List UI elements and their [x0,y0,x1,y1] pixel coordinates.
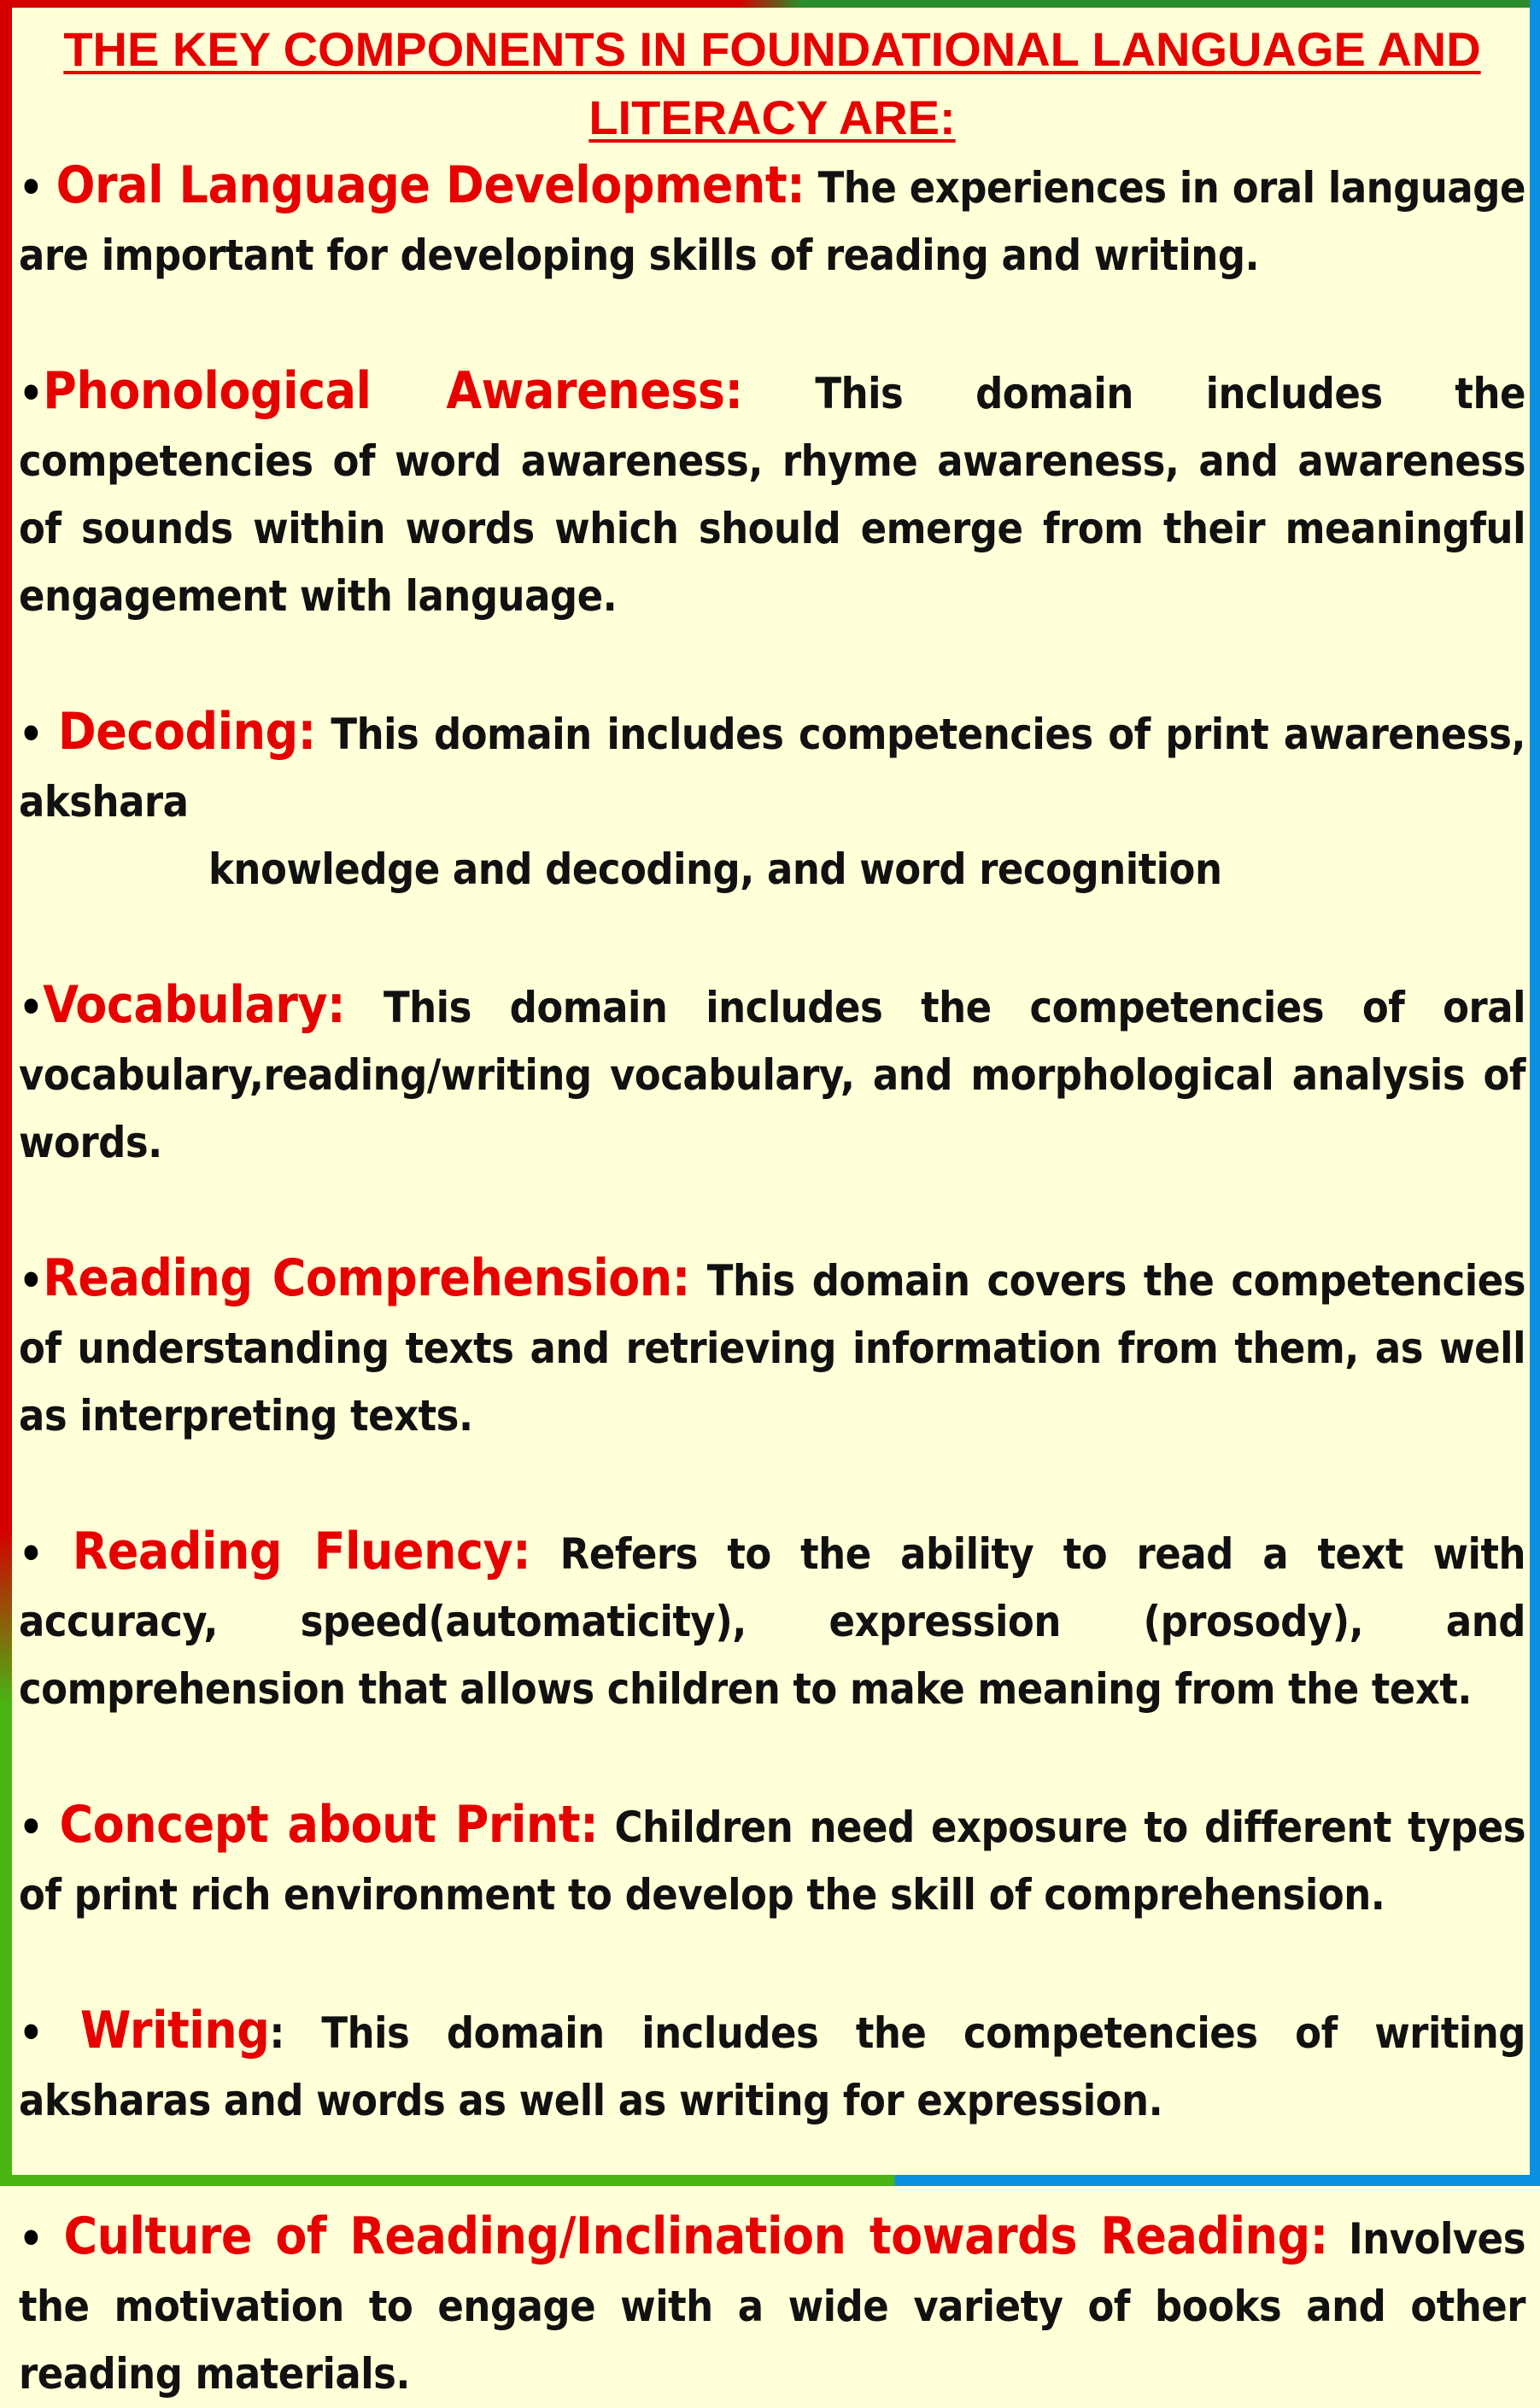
page-title: THE KEY COMPONENTS IN FOUNDATIONAL LANGUAGE AND LITERACY ARE: [63,22,1481,144]
list-item-culture-of-reading [19,2203,1525,2408]
item-text: The experiences in oral language are important for developing skills of reading and writing. [19,163,1525,280]
item-term: Oral Language Development: [56,155,805,215]
bullet-icon: • [19,1529,44,1579]
list-item-vocabulary [19,972,1525,1177]
item-term: Concept about Print: [59,1795,599,1855]
item-text: Children need exposure to different types of print rich environment to develop the skill of comprehension. [19,1803,1525,1920]
bullet-icon: • [19,163,44,213]
item-text: This domain includes competencies of print awareness, akshara [19,710,1526,827]
document-body [19,15,1525,2408]
list-item-oral-language [19,152,1525,289]
bullet-icon: • [19,2008,44,2058]
item-term: Vocabulary: [43,975,346,1035]
item-text-continued: knowledge and decoding, and word recognition [208,845,1222,894]
list-item-phonological-awareness [19,358,1525,630]
list-item-writing [19,1997,1525,2135]
bullet-icon: • [19,1256,44,1306]
item-text: This domain includes the competencies of oral vocabulary,reading/writing vocabulary, and morphological analysis of words. [19,983,1525,1167]
item-text: This domain includes the competencies of word awareness, rhyme awareness, and awareness of sounds within words which should emerge from their meaningful engagement with language. [19,369,1525,621]
frame-right-border [1530,0,1540,2186]
bullet-icon: • [19,2214,44,2264]
list-item-decoding [19,698,1525,903]
frame-left-border [0,0,12,2186]
bullet-icon: • [19,710,44,759]
bullet-icon: • [19,1803,44,1852]
item-term: Decoding: [57,702,316,762]
bullet-icon: • [19,369,44,418]
list-item-reading-fluency [19,1518,1525,1723]
item-text: Refers to the ability to read a text with accuracy, speed(automaticity), expression (prosody), and comprehension that allows children to make meaning from the text. [19,1529,1525,1714]
item-term: Culture of Reading/Inclination towards Reading: [63,2206,1328,2266]
frame-top-border [0,0,1540,8]
list-item-concept-about-print [19,1791,1525,1929]
item-text: : This domain includes the competencies of writing aksharas and words as well as writing for expression. [19,2008,1525,2125]
item-term: Reading Comprehension: [43,1248,690,1308]
item-term: Reading Fluency: [72,1522,531,1581]
bullet-icon: • [19,983,44,1032]
item-term: Phonological Awareness: [43,361,743,421]
item-text: This domain covers the competencies of understanding texts and retrieving information from them, as well as interpreting texts. [19,1256,1525,1441]
item-text: Involves the motivation to engage with a wide variety of books and other reading materials. [19,2214,1525,2399]
item-term: Writing [79,2001,270,2060]
list-item-reading-comprehension [19,1245,1525,1450]
